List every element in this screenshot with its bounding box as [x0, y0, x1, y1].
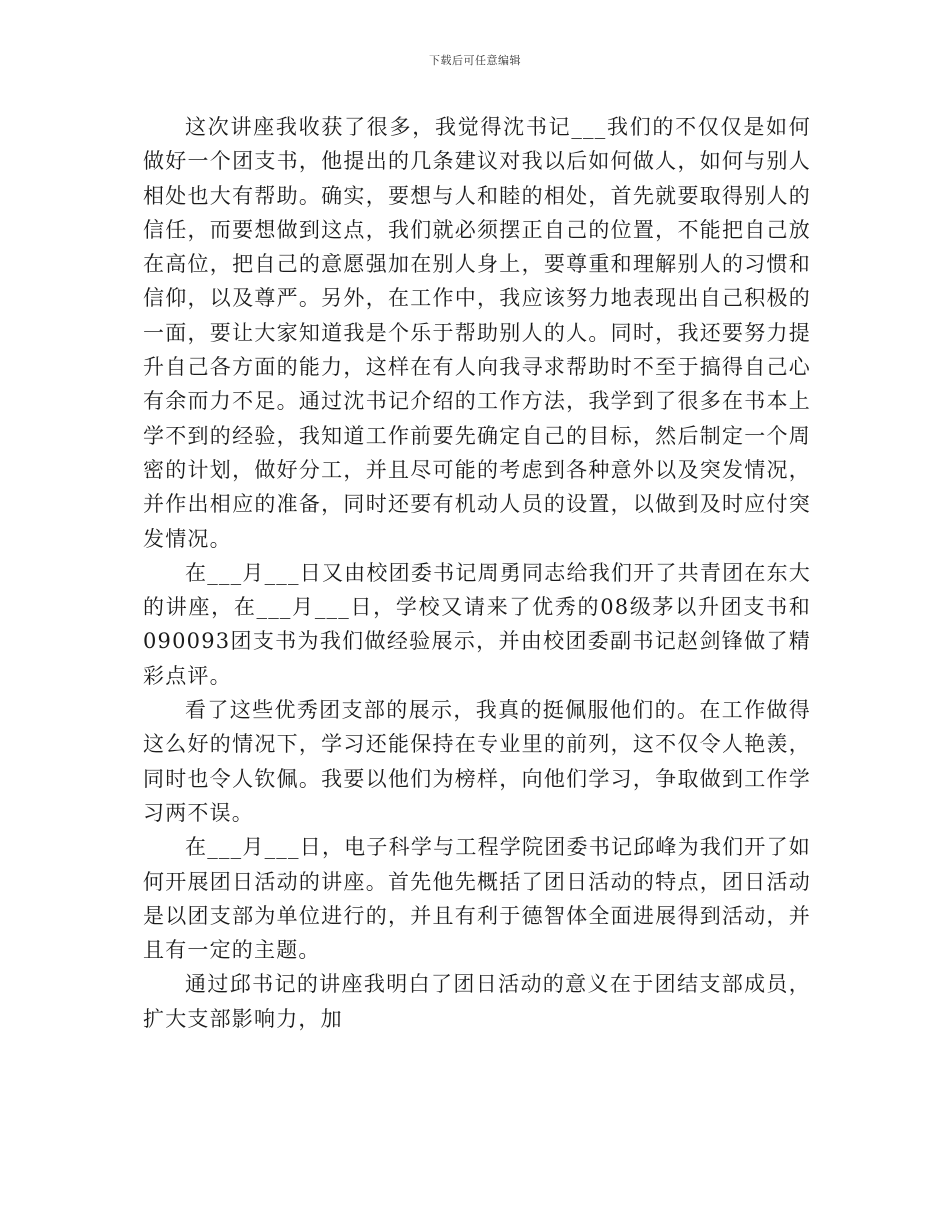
- paragraph-5: 通过邱书记的讲座我明白了团日活动的意义在于团结支部成员，扩大支部影响力，加: [143, 972, 811, 1031]
- paragraph-4: 在___月___日，电子科学与工程学院团委书记邱峰为我们开了如何开展团日活动的讲座。首先他先概括了团日活动的特点，团日活动是以团支部为单位进行的，并且有利于德智体全面进展得到活动，并且有一定的主题。: [143, 835, 811, 963]
- paragraph-1: 这次讲座我收获了很多，我觉得沈书记___我们的不仅仅是如何做好一个团支书，他提出的几条建议对我以后如何做人，如何与别人相处也大有帮助。确实，要想与人和睦的相处，首先就要取得别人的信任，而要想做到这点，我们就必须摆正自己的位置，不能把自己放在高位，把自己的意愿强加在别人身上，要尊重和理解别人的习惯和信仰，以及尊严。另外，在工作中，我应该努力地表现出自己积极的一面，要让大家知道我是个乐于帮助别人的人。同时，我还要努力提升自己各方面的能力，这样在有人向我寻求帮助时不至于搞得自己心有余而力不足。通过沈书记介绍的工作方法，我学到了很多在书本上学不到的经验，我知道工作前要先确定自己的目标，然后制定一个周密的计划，做好分工，并且尽可能的考虑到各种意外以及突发情况，并作出相应的准备，同时还要有机动人员的设置，以做到及时应付突发情况。: [143, 115, 811, 551]
- document-body: [143, 110, 811, 1036]
- paragraph-2: 在___月___日又由校团委书记周勇同志给我们开了共青团在东大的讲座，在___月___日，学校又请来了优秀的08级茅以升团支书和090093团支书为我们做经验展示，并由校团委副书记赵剑锋做了精彩点评。: [143, 560, 811, 688]
- header-note: 下载后可任意编辑: [429, 54, 521, 67]
- paragraph-3: 看了这些优秀团支部的展示，我真的挺佩服他们的。在工作做得这么好的情况下，学习还能保持在专业里的前列，这不仅令人艳羡，同时也令人钦佩。我要以他们为榜样，向他们学习，争取做到工作学习两不误。: [143, 698, 811, 825]
